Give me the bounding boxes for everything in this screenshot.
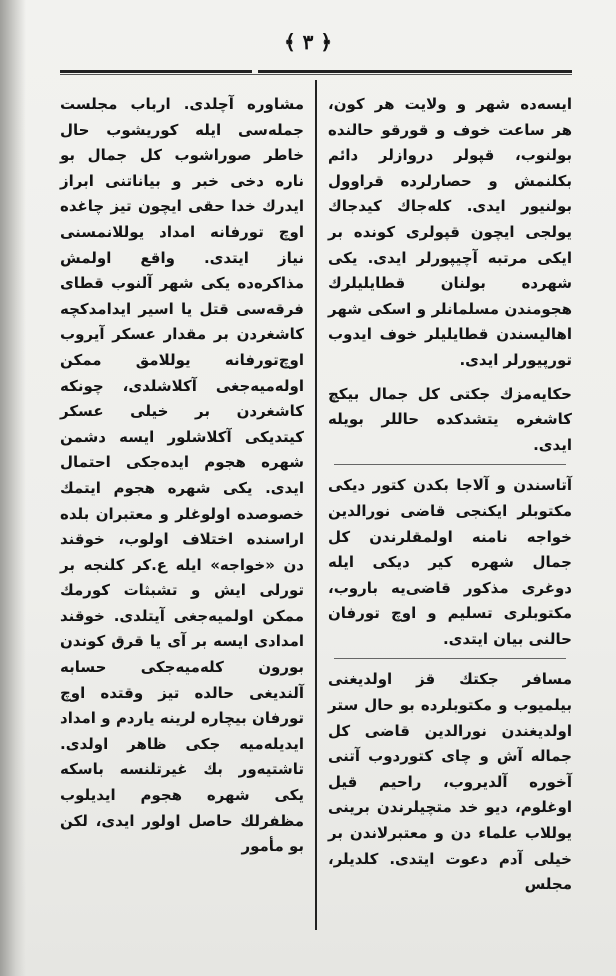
page-number-ornament: ﴾ ٣ ﴿ <box>283 30 333 54</box>
paragraph-gap <box>328 374 572 382</box>
paragraph-separator <box>334 658 566 659</box>
scan-binding-shadow <box>0 0 26 976</box>
right-paragraph-1: ایسه‌ده شهر و ولایت هر کون، هر ساعت خوف و قورقو حالنده بولنوب، قپولر درواز‌لر دائم بکلنمش و حصار‌لرده قراوول بولنیور ایدی. کله‌جاك کیدجاك یولجی ایچون قپولری کوندە بر ایکی مرتبه آچیپورلر ایدی. یکی شهرده بولنان قطایلیلرك هجومندن مسلمانلر و اسکی شهر اهالیسندن قطایلیلر خوف ایدوب تورپیورلر ایدی. <box>328 95 572 369</box>
page-header <box>0 30 616 70</box>
right-paragraph-3: آتاسندن و آلاجا بکدن کتور دیکی مکتوبلر ایکنجی قاضی نورالدین خواجه نامنه اولمقلرندن کل جمال شهره کیر دیکی ایله دوغری مذکور قاضی‌یه باروب، مکتوبلری تسلیم و اوچ تورفان حالنی بیان ایتدی. <box>328 476 572 648</box>
left-column <box>60 92 304 860</box>
left-paragraph-1: مشاوره آچلدی. ارباب مجلست جمله‌سی ایله کوریشوب حال خاطر صوراشوب کل جمال بو نا‌ره دخی خبر و بیاناتنی ابراز ایدرك خدا حقی ایچون تیز چاغده اوچ تورفانه امداد یوللانمسنی نیاز ایتدی. واقع اولمش مذاکره‌ده یکی شهر آلنوب قطای فرقه‌سی قتل یا اسیر ایدامدکچه کاشغردن بر مقدار عسکر آیروب اوچ‌تورفانه یوللامق ممکن اوله‌میه‌جغی آکلاشلدی، چونکه کاشغردن بر خیلی عسکر کیتدیکی آکلاشلور ایسه دشمن شهره هجوم ایده‌جکی احتمال ایدی. یکی شهره هجوم ایتمك خصوصده اولوغلر و معتبران بلده اراسنده اختلاف اولوب، خوقند دن «خواجه» ایله ع.کر کلنجه بر تورلی ایش و تشبثات کورمك ممکن اولمیه‌جغی آیتلدی. خوقند امدادی ایسه بر آی یا قرق کوندن بورون کله‌میه‌جکی حسابه آلندیغی حالده تیز وقتده اوچ تورفان بیچاره لرینه یاردم و امداد ایدیله‌میه جکی ظاهر اولدی. تاشتیه‌ور بك غیرتلنسه باسکه یکی شهره هجوم ایدیلوب مظفرلك حاصل اولور ایدی، لکن بو مأمور <box>60 95 304 856</box>
right-paragraph-2: حکایه‌مزك جکتی کل جمال بیکچ کاشغره یتشدکده حاللر بویله ایدی. <box>328 384 572 454</box>
header-rule-left <box>60 70 252 73</box>
header-rule-right <box>258 70 572 73</box>
paragraph-separator <box>334 464 566 465</box>
right-paragraph-4: مسافر جکتك قز اولدیغنی بیلمیوب و مکتوبلرده بو حال ستر اولدیغندن نورالدین قاضی کل جماله آش و چای کتوردوب آتنی آخوره آلدیروب، راحیم قیل اوغلوم، دیو خد متچیلرندن برینی یوللاب علماء دن و معتبرلاندن بر خیلی آدم دعوت ایتدی. کلدیلر، مجلس <box>328 670 572 894</box>
column-divider <box>315 80 317 930</box>
right-column <box>328 92 572 898</box>
header-rule-thin <box>60 74 572 75</box>
